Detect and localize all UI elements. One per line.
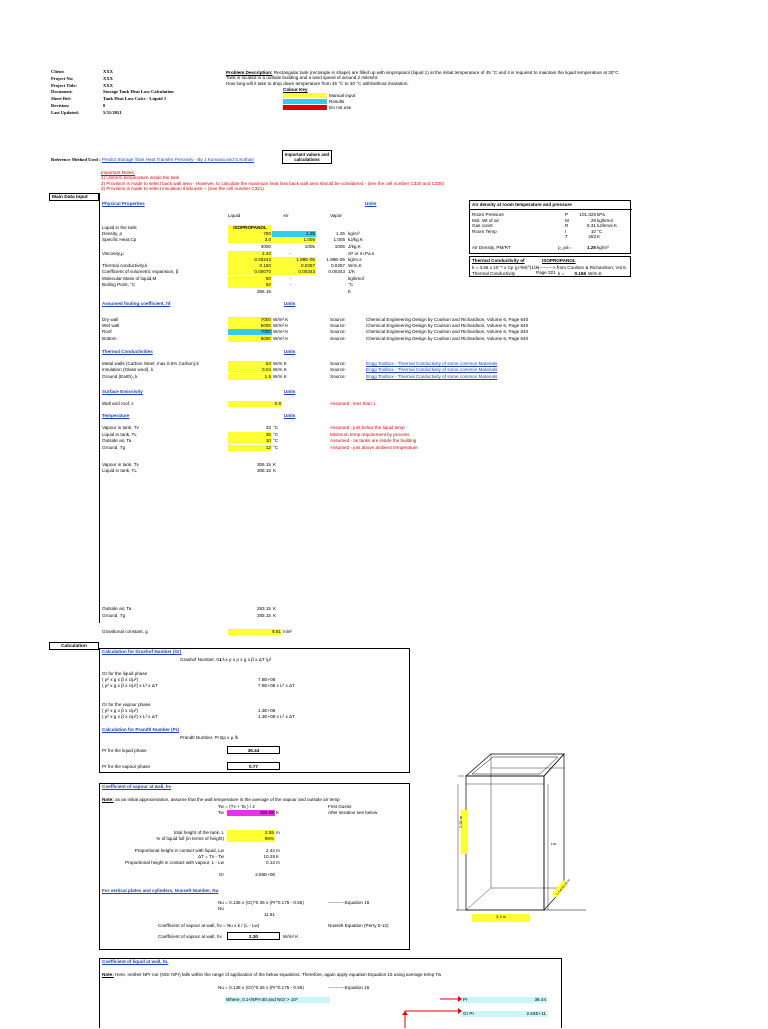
grpr-val: 2.64E+11 xyxy=(526,1011,546,1016)
vap-row-label: ΔT = Tv - Tw xyxy=(198,854,224,859)
prandtl-vap-val: 0.77 xyxy=(227,762,280,770)
nu-eq: Nu = 0.138 x (Gr)^0.36 x (Pr^0.175 - 0.55) xyxy=(218,900,304,905)
header-value: 5/31/2021 xyxy=(103,109,122,115)
fouling-src: Source: xyxy=(330,336,346,341)
air-row-val: 8.31 xyxy=(587,223,596,228)
fouling-unit: W/m².K xyxy=(273,336,289,341)
unit: W/m.K xyxy=(348,263,362,268)
vapour-coefficient-box xyxy=(99,783,410,950)
cond-src: Source: xyxy=(330,367,346,372)
air-density-box xyxy=(469,200,631,254)
air-row-unit: kg/kmol xyxy=(597,217,613,223)
vapour-coef-title: Coefficient of vapour at wall, hv xyxy=(102,784,172,789)
grashof-liq2: ( ρ² x g x β x c/μ²) x L³ x ΔT xyxy=(102,683,158,688)
table-row-label: Density, ρ xyxy=(102,231,123,236)
prandtl-vap-label: Pr for the vapour phase xyxy=(102,764,151,769)
fouling-label: Dry wall xyxy=(102,317,119,322)
fouling-label: Wet wall xyxy=(102,323,120,328)
table-row-label: Specific Heat,Cp xyxy=(102,237,137,242)
mm-liquid-input[interactable]: 60 xyxy=(228,276,272,282)
emissivity-units-title: Units xyxy=(284,389,296,394)
grashof-liq1: ( ρ² x g x β x c/μ²) xyxy=(102,677,138,682)
vap-row-val: 2.42 xyxy=(266,848,275,853)
header-label: Project No: xyxy=(51,75,74,81)
nu-eq-ref: -----------Equation 15 xyxy=(328,900,370,905)
grashof-liquid-head: Gr for the liquid phase xyxy=(102,671,148,676)
vap-row-label: % of liquid full (in terms of height) xyxy=(156,836,224,841)
unit: kg/m.s xyxy=(348,257,362,262)
temp-liquid-input[interactable]: 35 xyxy=(228,432,272,438)
table-row-label: Molecular Mass of liquid,M xyxy=(102,276,157,281)
prandtl-title: Calculation for Prandtl Number (Pr) xyxy=(102,727,180,732)
k-air-input[interactable]: 0.0257 xyxy=(272,263,316,269)
beta-air-input[interactable]: 0.00343 xyxy=(272,269,316,275)
header-value: XXX xyxy=(103,82,113,88)
liquid-nu-eq: Nu = 0.138 x (Gr)^0.36 x (Pr^0.175 - 0.55) xyxy=(218,985,304,990)
air-row-unit: °C xyxy=(597,228,603,234)
note-line: 1) Uniform temperature inside the tank xyxy=(101,175,180,181)
air-row-sym: R xyxy=(565,223,569,228)
tw-sym: Tw xyxy=(218,810,224,815)
nu-val: 11.81 xyxy=(263,912,275,917)
bp-air: - xyxy=(289,282,291,287)
main-data-frame-left xyxy=(99,193,100,623)
cond-unit: W/m K xyxy=(273,367,287,372)
header-label: Last Updated: xyxy=(51,109,80,115)
liquid-nu-ref: -----------Equation 15 xyxy=(328,985,370,990)
vapour-note xyxy=(102,797,340,802)
header-label: Project Title: xyxy=(51,82,77,88)
conductivities-units-title: Units xyxy=(284,349,296,354)
air-density-result: 1.25 xyxy=(587,245,596,250)
header-value: XXX xyxy=(103,75,113,81)
prandtl-def-label: Prandtl Number, Pr = xyxy=(180,735,224,740)
important-values-box: Important values and calculations xyxy=(282,150,332,164)
emissivity-title: Surface Emissivity xyxy=(102,389,143,394)
unit: 1/K xyxy=(348,269,355,274)
fouling-wet-input[interactable]: 5000 xyxy=(228,323,272,329)
air-row-unit: kJ/kmol.K xyxy=(597,223,617,228)
fouling-ref: Chemical Engineering Design by Coulson and Richardson, Volume 6, Page 640 xyxy=(366,336,529,341)
air-row-label: Air Density, PM/RT xyxy=(472,245,511,250)
g-label: Gravitional constant, g xyxy=(102,629,148,634)
temperature-units-title: Units xyxy=(284,413,296,418)
vap-row-unit: m xyxy=(276,848,280,853)
temp-k-label: Liquid in tank, TL xyxy=(102,468,137,473)
header-label: Sheet Ref: xyxy=(51,96,72,102)
donotuse-swatch xyxy=(283,105,327,110)
liquid-name-input[interactable]: ISOPROPANOL xyxy=(228,225,272,231)
header-value: Tank Heat Loss Calcs - Liquid 1 xyxy=(103,96,167,102)
outside-label: Ground, Tg xyxy=(102,613,126,618)
vap-row-label: Proportional height in contact with vapour, L - Lw xyxy=(125,860,224,865)
unit: kg/m³ xyxy=(348,231,360,236)
density-air-result: 1.25 xyxy=(272,231,316,237)
grashof-prandtl-box xyxy=(99,648,410,773)
liquid-coef-title: Coefficient of liquid at wall, hL xyxy=(102,959,169,964)
fouling-unit: W/m².K xyxy=(273,317,289,322)
fouling-roof-result: 7000 xyxy=(228,329,272,335)
temp-unit: °C xyxy=(273,438,279,443)
k-liquid-input[interactable]: 0.160 xyxy=(228,263,272,269)
tc-sym: k = xyxy=(558,271,565,276)
problem-line: Tank is located in a outside building and a wind speed of around 2 miles/hr. xyxy=(226,75,379,81)
air-row-sym: P xyxy=(565,212,569,217)
note-line: 2) Provision is made to select back wall area - However, to calculate the maximum heat loss back wall area should be considered - (see the cell number C320 and C335) xyxy=(101,180,445,186)
vap-row-val: 0.13 xyxy=(266,860,275,865)
cond-src: Source: xyxy=(330,361,346,366)
fouling-src: Source: xyxy=(330,323,346,328)
note-label: Note: xyxy=(102,972,114,977)
liquid-note xyxy=(102,972,441,977)
reference-label: Reference Method Used : xyxy=(51,157,101,162)
header-value: Storage Tank Heat Loss Calculation xyxy=(103,89,174,95)
grashof-def: L³ x ρ x ρ x g x β x ΔT /μ² xyxy=(220,657,272,662)
lv-label: L-Lw=0.13 m xyxy=(555,878,571,896)
main-data-input-label: Main Data Input xyxy=(49,193,99,201)
cond-metal-input[interactable]: 54 xyxy=(228,361,272,367)
fouling-src: Source: xyxy=(330,329,346,334)
cp-vapor: 1.005 xyxy=(333,237,345,242)
colour-key-title: Colour Key xyxy=(283,87,308,92)
grashof-vap2: ( ρ² x g x β x c/μ²) x L³ x ΔT xyxy=(102,714,158,719)
air-row-val: 29 xyxy=(590,217,596,223)
cp-air-input[interactable]: 1.005 xyxy=(272,237,316,243)
temp-label: Outside air, Ta xyxy=(102,438,132,443)
vap-row-val: 10.25 xyxy=(263,854,275,859)
bp-liquid-k: 355.15 xyxy=(256,289,271,294)
temp-note: Assumed - as tanks are inside the building xyxy=(330,438,417,443)
cond-ref-link[interactable]: Engg Toolbox - Thermal Conductivity of some common Materials xyxy=(366,374,498,379)
air-row-sym: T xyxy=(565,234,568,239)
viscosity-liquid-kg[interactable]: 0.00243 xyxy=(228,257,272,263)
fouling-ref: Chemical Engineering Design by Coulson and Richardson, Volume 6, Page 640 xyxy=(366,317,529,322)
density-liquid-input[interactable]: 780 xyxy=(228,231,272,237)
unit: K xyxy=(348,289,352,294)
emissivity-note: Assumed - less than 1 xyxy=(330,401,376,406)
prandtl-def: Cp x μ /k xyxy=(220,735,239,740)
temp-note: Minimum temp requirement by process xyxy=(330,432,410,437)
air-row-unit: kPa xyxy=(597,212,605,217)
colour-key-item: Do not use xyxy=(329,105,352,110)
cp-air-j: 1005 xyxy=(304,244,315,249)
cond-ref-link[interactable]: Engg Toolbox - Thermal Conductivity of some common Materials xyxy=(366,367,498,372)
viscosity-air-kg[interactable]: 1.98E-05 xyxy=(272,257,316,263)
header-label: Document: xyxy=(51,89,73,95)
tc-formula: k = 3.56 x 10⁻⁵ x Cp (ρ⁴/M)^(1/3) xyxy=(472,265,540,270)
l-label: 2.55 m xyxy=(458,815,463,828)
note-line: 3) Provision is made to select insulation thickness -- (See the cell number C321) xyxy=(101,185,264,191)
tc-value: 0.166 xyxy=(574,271,586,276)
width-label: 3.3 m xyxy=(495,914,506,919)
first-guess: First Guess xyxy=(328,804,352,809)
temp-note: Assumed - just below the liquid temp xyxy=(330,425,405,430)
vap-row-unit: m xyxy=(276,860,280,865)
fouling-ref: Chemical Engineering Design by Coulson and Richardson, Volume 6, Page 640 xyxy=(366,323,529,328)
air-row-unit: K xyxy=(597,234,601,239)
physical-title: Physical Properties xyxy=(102,201,145,206)
outside-val: 283.15 xyxy=(256,606,271,611)
nu-label: Nu xyxy=(218,906,224,911)
fouling-label: Bottom xyxy=(102,336,117,341)
temp-label: Liquid in tank, TL xyxy=(102,432,137,437)
reference-row xyxy=(51,157,254,162)
cond-label: Insulation (Glass wool), k xyxy=(102,367,154,372)
temp-k-val: 306.15 xyxy=(256,462,271,467)
results-swatch xyxy=(283,99,327,104)
temp-k-unit: K xyxy=(273,468,277,473)
vap-row-unit: m xyxy=(276,830,280,835)
header-values xyxy=(103,69,174,117)
tw-formula: Tw = (Tv + Ta ) / 2 xyxy=(218,804,255,809)
tank-height-input[interactable]: 2.55 xyxy=(227,830,275,836)
temp-note: Assumed - just above ambient temperature xyxy=(330,445,418,450)
col-head-vapor: Vapor xyxy=(330,213,342,218)
hv-eq: Coefficient of vapour at wall, hv = Nu x k / (L - Lw) xyxy=(158,923,260,928)
tw-value-donotuse: 294.65 xyxy=(227,810,275,816)
temp-vapour-input[interactable]: 33 xyxy=(265,425,271,430)
grashof-def-label: Grashof Number, Gr = xyxy=(180,657,226,662)
grashof-liq1-val: 7.8E+08 xyxy=(258,677,276,682)
temp-ground-input[interactable]: 12 xyxy=(228,445,272,451)
g-input[interactable]: 9.81 xyxy=(228,629,282,635)
k-vapor: 0.0257 xyxy=(330,263,345,268)
temp-k-unit: K xyxy=(273,462,277,467)
tc-source: -----------> from Coulson & Richardson, Vol 6, Page 321 xyxy=(536,265,628,276)
table-row-label: Viscosity,μ xyxy=(102,251,124,256)
conductivities-title: Thermal Conductivities xyxy=(102,349,153,354)
liquid-coefficient-box xyxy=(99,958,562,1028)
colour-key-item: Manual input xyxy=(329,93,356,98)
fouling-bottom-input[interactable]: 6000 xyxy=(228,336,272,342)
outside-label: Outside air, Ta xyxy=(102,606,132,611)
note-line: Important Notes: xyxy=(101,170,135,175)
hv-ref: Nusselt Equation (Perry 5-12) xyxy=(328,923,389,928)
physical-units-title: Units xyxy=(365,201,377,206)
fouling-units-title: Units xyxy=(284,301,296,306)
tc-unit: W/m.K xyxy=(588,271,602,276)
fouling-title: Assumed fouling coefficient, hf xyxy=(102,301,171,306)
outside-unit: K xyxy=(273,613,277,618)
unit: kJ/kg.K xyxy=(348,237,364,242)
air-row-label: Gas const xyxy=(472,223,493,228)
air-row-label: Mol. Wt of air xyxy=(472,217,500,223)
grashof-vap1-val: 1.3E+08 xyxy=(258,708,276,713)
hv-label: Coefficient of vapour at wall, hv xyxy=(158,934,222,939)
tc-label: Thermal Conductivity xyxy=(472,271,516,276)
temperature-title: Temperature xyxy=(102,413,130,418)
fouling-src: Source: xyxy=(330,317,346,322)
g-unit: m/s² xyxy=(283,629,292,634)
temp-label: Ground, Tg xyxy=(102,445,126,450)
temp-unit: °C xyxy=(273,432,279,437)
fouling-label: Roof xyxy=(102,329,112,334)
temp-unit: °C xyxy=(273,445,279,450)
temp-k-label: Vapour in tank, Tv xyxy=(102,462,139,467)
outside-unit: K xyxy=(273,606,277,611)
unit: °C xyxy=(348,282,354,287)
air-row-val: 10 xyxy=(590,228,596,234)
grashof-vap1: ( ρ² x g x β x c/μ²) xyxy=(102,708,138,713)
problem-description xyxy=(226,70,646,86)
hv-result: 2.30 xyxy=(227,932,280,940)
emissivity-label: Wall and roof, ε xyxy=(102,401,134,406)
divider xyxy=(470,209,632,210)
tc-title: Thermal Conductivity of xyxy=(472,258,525,263)
problem-line: Rectangular tank (rectangle in shape) are filled up with isopropanol (liquid 1) at the initial temperature of 45 °C and it is required to maintain the liquid temperature at 30°C xyxy=(273,70,619,75)
temp-unit: °C xyxy=(273,425,279,430)
cp-liquid-j: 3000 xyxy=(260,244,271,249)
note-label: Note: xyxy=(102,797,114,802)
vap-row-label: Proportional height in contact with liquid, Lw xyxy=(134,848,224,853)
air-density-title: Air density at room temperature and pressure xyxy=(472,202,572,207)
temp-label: Vapour in tank, Tv xyxy=(102,425,139,430)
thermal-conductivity-box xyxy=(469,256,631,277)
prandtl-liq-val: 36.44 xyxy=(227,746,280,754)
vap-row-unit: K xyxy=(276,854,280,859)
colour-key-item: Results xyxy=(329,99,345,104)
temp-air-input[interactable]: 10 xyxy=(228,438,272,444)
air-row-label: Room Temp xyxy=(472,228,497,234)
manual-swatch xyxy=(283,93,327,98)
header-value: XXX xyxy=(103,69,113,74)
pr-label: Pr xyxy=(463,997,468,1002)
unit: kg/kmol xyxy=(348,276,364,281)
note-text: as an initial approximation, assume that the wall temperature is the average of the vapour and outside air temp xyxy=(115,797,340,802)
grashof-vapor-head: Gr for the vapour phase xyxy=(102,702,151,707)
col-head-air: Air xyxy=(283,213,289,218)
grpr-row xyxy=(460,1011,548,1017)
grashof-title: Calculation for Grashof Number (Gr) xyxy=(102,649,182,654)
beta-vapor: 0.00343 xyxy=(328,269,345,274)
header-value: 0 xyxy=(103,102,106,108)
header-label: Revision: xyxy=(51,102,70,108)
air-row-sym: t xyxy=(565,228,567,234)
vap-row-label: total height of the tank, L xyxy=(173,830,224,835)
table-row-label: Thermal conductivity,k xyxy=(102,263,148,268)
vap-row-label: Gr xyxy=(218,872,224,877)
viscosity-air: - xyxy=(289,251,291,256)
outside-val: 285.15 xyxy=(256,613,271,618)
grashof-vap2-val: 1.3E+08 x L³ x ΔT xyxy=(258,714,295,719)
viscosity-vapor-kg: 1.98E-05 xyxy=(326,257,345,262)
calculation-label: Calculation xyxy=(49,642,99,650)
cond-insulation-input[interactable]: 0.04 xyxy=(228,367,272,373)
header-label: Client: xyxy=(51,69,65,74)
cond-ground-input[interactable]: 1.5 xyxy=(228,374,272,380)
hv-unit: W/m².K xyxy=(283,934,299,939)
liquid-full-input[interactable]: 95% xyxy=(227,836,275,842)
tw-unit: K xyxy=(276,810,280,815)
air-row-unit: kg/m³ xyxy=(597,245,609,250)
cond-ref-link[interactable]: Engg Toolbox - Thermal Conductivity of some common Materials xyxy=(366,361,498,366)
density-vapor: 1.25 xyxy=(336,231,345,236)
cond-unit: W/m K xyxy=(273,374,287,379)
nusselt-title: For vertical plates and cylinders, Nusselt Number, Nu xyxy=(102,888,219,893)
cp-vapor-j: 1005 xyxy=(334,244,345,249)
fouling-dry-input[interactable]: 7000 xyxy=(228,317,272,323)
problem-line: How long will it take to drop down temperature from 45 °C to 30 °C with/without insulation. xyxy=(226,80,409,86)
emissivity-input[interactable]: 0.9 xyxy=(228,401,282,407)
mm-air: - xyxy=(289,276,291,281)
pr-val: 36.44 xyxy=(534,997,546,1002)
prandtl-liq-label: Pr for the liquid phase xyxy=(102,748,147,753)
viscosity-liquid-input[interactable]: 2.43 xyxy=(228,251,272,257)
where-condition: Where, 0.1<NPr<40 and NGr > 10⁵ xyxy=(225,997,330,1003)
table-row-label: Coefficient of volumetric expansion, β xyxy=(102,269,179,274)
grashof-liq2-val: 7.8E+08 x L³ x ΔT xyxy=(258,683,295,688)
fouling-unit: W/m².K xyxy=(273,329,289,334)
fouling-ref: Chemical Engineering Design by Coulson and Richardson, Volume 6, Page 640 xyxy=(366,329,529,334)
col-head-liquid: Liquid xyxy=(228,213,241,218)
lw-label: Lw xyxy=(551,841,557,846)
air-row-sym: M xyxy=(565,217,569,223)
cp-liquid-input[interactable]: 3.0 xyxy=(228,237,272,243)
important-notes xyxy=(101,170,521,191)
air-row-label: Room Pressure xyxy=(472,212,504,217)
fouling-unit: W/m².K xyxy=(273,323,289,328)
pr-row xyxy=(460,997,548,1003)
air-row-val: 283 xyxy=(588,234,596,239)
problem-title: Problem Description: xyxy=(226,70,273,75)
header-labels xyxy=(51,69,79,117)
after-iteration: After iteration see below xyxy=(328,810,378,815)
table-row-label: Boiling Point, °C xyxy=(102,282,136,287)
unit: J/kg.K xyxy=(348,244,361,249)
unit: cP or m.Pa.s xyxy=(348,251,375,256)
temp-k-val: 308.15 xyxy=(256,468,271,473)
table-row-label: Liquid in the tank xyxy=(102,225,137,230)
air-row-sym: ρ_air= xyxy=(558,245,571,250)
cond-src: Source: xyxy=(330,374,346,379)
tc-name: ISOPROPANOL xyxy=(542,258,576,263)
cond-label: Ground (Earth), k xyxy=(102,374,138,379)
vap-row-val: 2.65E+06 xyxy=(255,872,275,877)
reference-link[interactable]: Predict Storage Tank Heat Transfer Precisely - By J.Kumana and S.Kothari xyxy=(101,157,254,162)
cond-unit: W/m K xyxy=(273,361,287,366)
note-text: Here, neither NPr nor (NGr NPr) falls within the range of application of the below equations. Therefore, again apply equation Equation 15 using average temp Tw xyxy=(115,972,442,977)
air-row-val: 101.325 xyxy=(579,212,596,217)
cond-label: Metal walls (Carbon Steel, max 0.5% Carbon),k xyxy=(102,361,199,366)
beta-liquid-input[interactable]: 0.00070 xyxy=(228,269,272,275)
tank-diagram-labels xyxy=(456,748,586,924)
bp-liquid-input[interactable]: 82 xyxy=(228,282,272,288)
grpr-label: Gr Pr xyxy=(463,1011,474,1016)
